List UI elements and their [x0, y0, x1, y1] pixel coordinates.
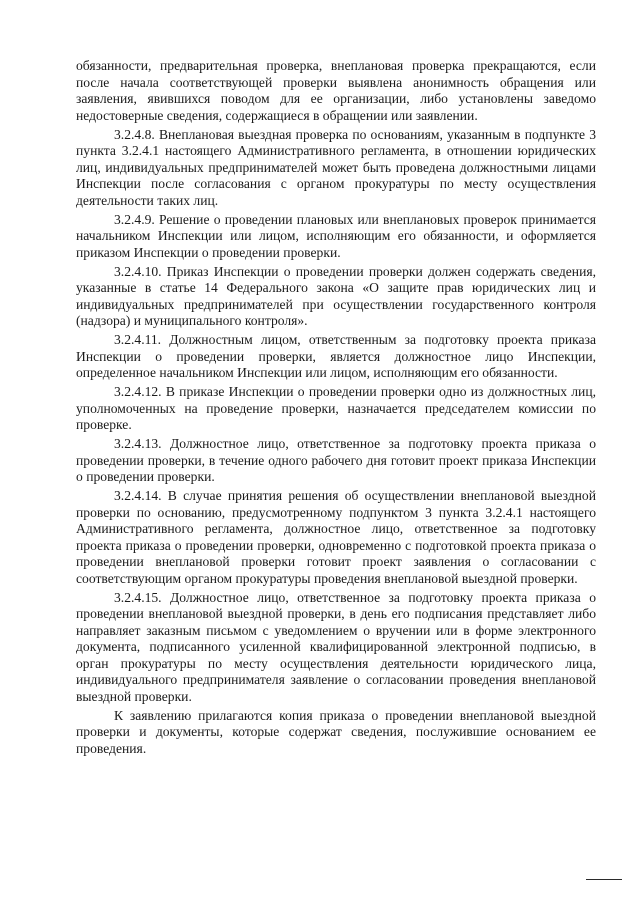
paragraph-3-2-4-13: 3.2.4.13. Должностное лицо, ответственное за подготовку проекта приказа о проведении проверки, в течение одного рабочего дня готовит проект приказа Инспекции о проведении проверки. — [76, 436, 596, 484]
paragraph-continuation: обязанности, предварительная проверка, внеплановая проверка прекращаются, если после начала соответствующей проверки выявлена анонимность обращения или заявления, явившихся поводом для ее организации, либо установлены заведомо недостоверные сведения, содержащиеся в обращении или заявлении. — [76, 58, 596, 123]
paragraph-3-2-4-8: 3.2.4.8. Внеплановая выездная проверка по основаниям, указанным в подпункте 3 пункта 3.2.4.1 настоящего Административного регламента, в отношении юридических лиц, индивидуальных предпринимателей может быть проведена должностными лицами Инспекции после согласования с органом прокуратуры по месту осуществления деятельности таких лиц. — [76, 126, 596, 208]
paragraph-3-2-4-12: 3.2.4.12. В приказе Инспекции о проведении проверки одно из должностных лиц, уполномоченных на проведение проверки, назначается председателем комиссии по проверке. — [76, 384, 596, 432]
document-page — [76, 58, 596, 757]
paragraph-3-2-4-14: 3.2.4.14. В случае принятия решения об осуществлении внеплановой выездной проверки по основанию, предусмотренному подпунктом 3 пункта 3.2.4.1 настоящего Административного регламента, должностное лицо, ответственное за подготовку проекта приказа о проведении проверки, одновременно с подготовкой проекта приказа о проведении внеплановой проверки готовит проект заявления о согласовании с соответствующим органом прокуратуры проведения внеплановой выездной проверки. — [76, 488, 596, 586]
paragraph-3-2-4-15: 3.2.4.15. Должностное лицо, ответственное за подготовку проекта приказа о проведении внеплановой выездной проверки, в день его подписания представляет либо направляет заказным письмом с уведомлением о вручении или в форме электронного документа, подписанного усиленной квалифицированной электронной подписью, в орган прокуратуры по месту осуществления деятельности юридического лица, индивидуального предпринимателя заявление о согласовании проведения внеплановой выездной проверки. — [76, 589, 596, 704]
paragraph-attachments: К заявлению прилагаются копия приказа о проведении внеплановой выездной проверки и документы, которые содержат сведения, послужившие основанием ее проведения. — [76, 707, 596, 756]
footer-rule — [586, 879, 622, 880]
paragraph-3-2-4-10: 3.2.4.10. Приказ Инспекции о проведении проверки должен содержать сведения, указанные в статье 14 Федерального закона «О защите прав юридических лиц и индивидуальных предпринимателей при осуществлении государственного контроля (надзора) и муниципального контроля». — [76, 263, 596, 328]
paragraph-3-2-4-9: 3.2.4.9. Решение о проведении плановых или внеплановых проверок принимается начальником Инспекции или лицом, исполняющим его обязанности, и оформляется приказом Инспекции о проведении проверки. — [76, 211, 596, 260]
paragraph-3-2-4-11: 3.2.4.11. Должностным лицом, ответственным за подготовку проекта приказа Инспекции о проведении проверки, является должностное лицо Инспекции, определенное начальником Инспекции или лицом, исполняющим его обязанности. — [76, 332, 596, 380]
